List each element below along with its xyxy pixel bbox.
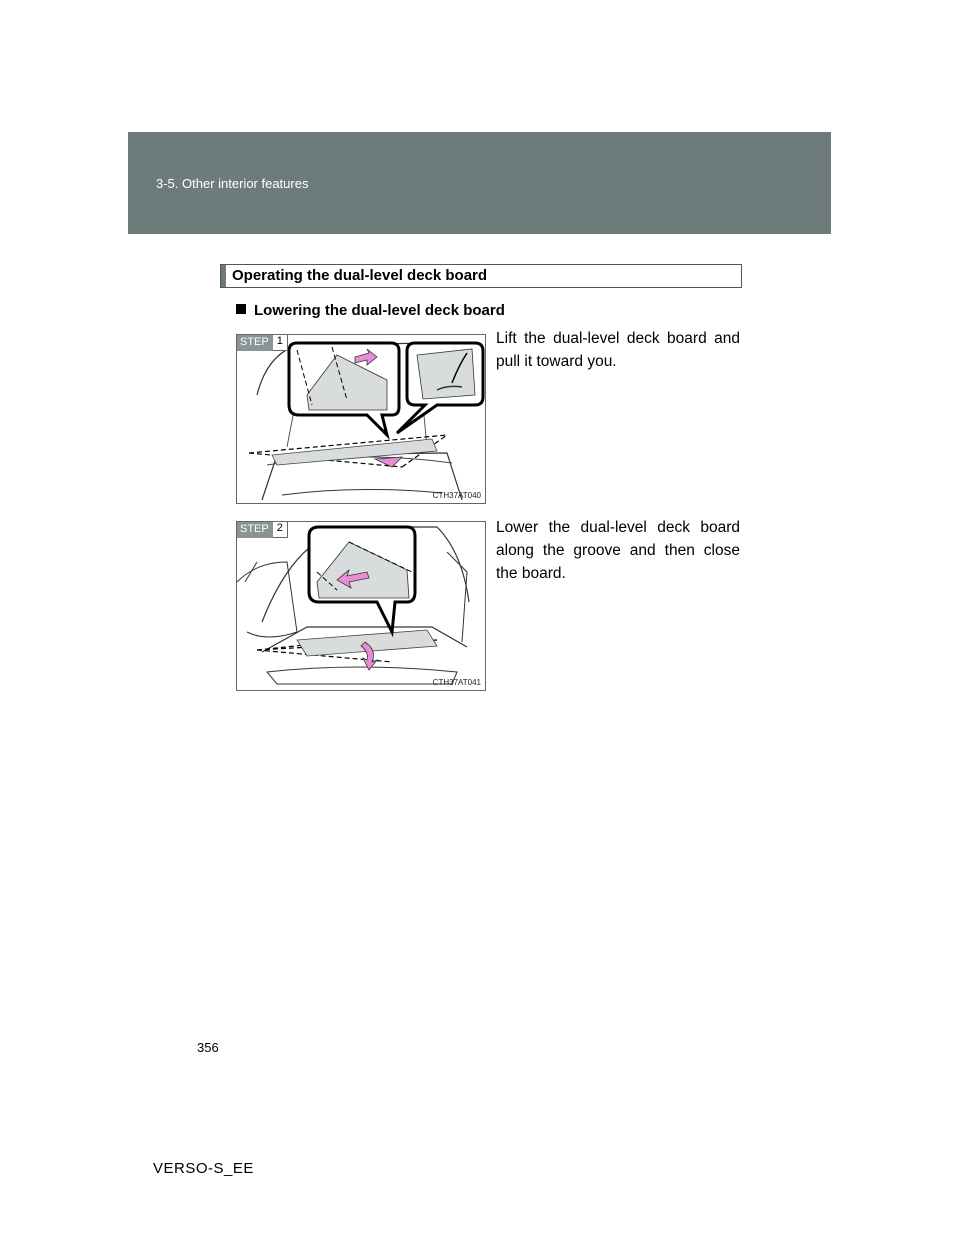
step-badge — [237, 522, 288, 538]
step-badge-number: 2 — [273, 522, 288, 538]
page-number: 356 — [197, 1040, 219, 1055]
subheading-text: Lowering the dual-level deck board — [254, 302, 505, 319]
step-1-text: Lift the dual-level deck board and pull it toward you. — [496, 330, 740, 370]
step-badge-number: 1 — [273, 335, 288, 351]
section-title-box — [220, 264, 742, 288]
subheading — [236, 302, 505, 319]
header-band — [128, 132, 831, 234]
step-badge-label: STEP — [237, 522, 273, 538]
step-2-drawing — [237, 522, 485, 690]
figure-code: CTH37AT040 — [432, 491, 481, 500]
step-badge-label: STEP — [237, 335, 273, 351]
section-breadcrumb: 3-5. Other interior features — [156, 176, 309, 191]
step-2-illustration — [236, 521, 486, 691]
step-2-text: Lower the dual-level deck board along the groove and then close the board. — [496, 519, 740, 582]
section-title: Operating the dual-level deck board — [232, 267, 488, 284]
bullet-square-icon — [236, 304, 246, 314]
step-1-drawing — [237, 335, 485, 503]
section-title-accent — [221, 265, 226, 287]
figure-code: CTH37AT041 — [432, 678, 481, 687]
step-badge — [237, 335, 288, 351]
model-code: VERSO-S_EE — [153, 1160, 254, 1177]
step-1-illustration — [236, 334, 486, 504]
